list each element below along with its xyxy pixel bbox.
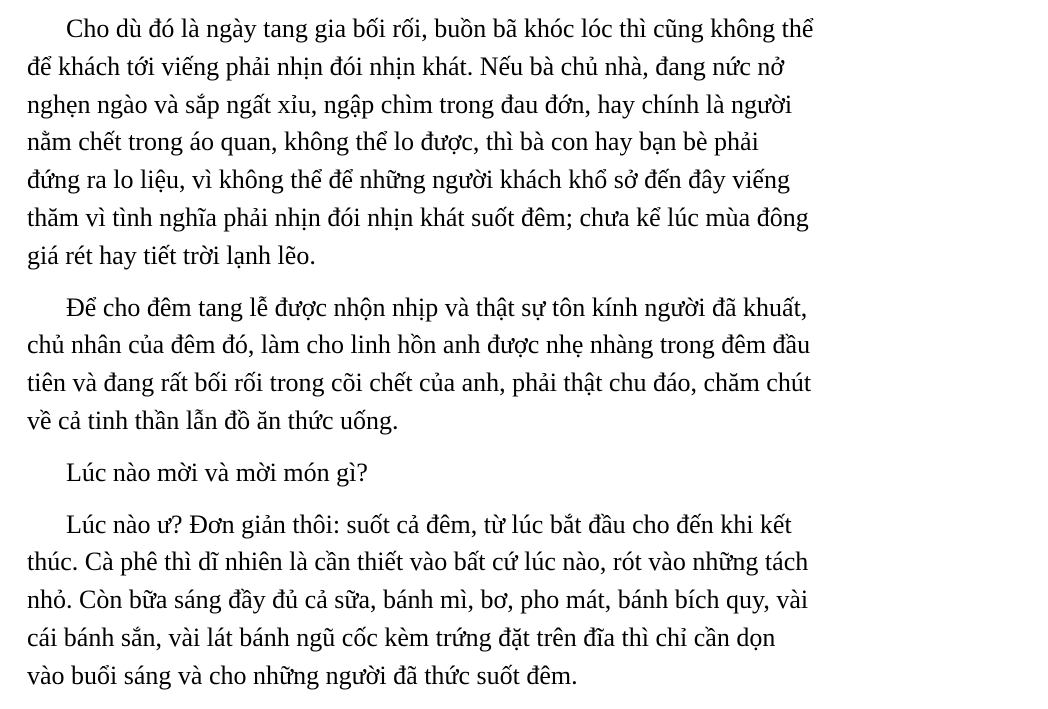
paragraph (27, 454, 1027, 492)
text-line: tiên và đang rất bối rối trong cõi chết của anh, phải thật chu đáo, chăm chút (27, 368, 812, 398)
text-line: để khách tới viếng phải nhịn đói nhịn khát. Nếu bà chủ nhà, đang nức nở (27, 51, 785, 81)
text-line: chủ nhân của đêm đó, làm cho linh hồn anh được nhẹ nhàng trong đêm đầu (27, 330, 811, 360)
text-line: giá rét hay tiết trời lạnh lẽo. (27, 240, 316, 270)
text-line: nằm chết trong áo quan, không thể lo được, thì bà con hay bạn bè phải (27, 127, 759, 157)
paragraph (27, 289, 1027, 440)
text-line: Để cho đêm tang lễ được nhộn nhịp và thật sự tôn kính người đã khuất, (66, 292, 808, 322)
text-line: thăm vì tình nghĩa phải nhịn đói nhịn khát suốt đêm; chưa kể lúc mùa đông (27, 202, 809, 232)
text-line: đứng ra lo liệu, vì không thể để những người khách khổ sở đến đây viếng (27, 165, 790, 195)
text-line: Lúc nào mời và mời món gì? (66, 457, 368, 487)
text-line: thúc. Cà phê thì dĩ nhiên là cần thiết vào bất cứ lúc nào, rót vào những tách (27, 547, 809, 577)
paragraph (27, 506, 1027, 695)
text-line: Cho dù đó là ngày tang gia bối rối, buồn bã khóc lóc thì cũng không thể (66, 14, 814, 43)
paragraph (27, 10, 1027, 275)
text-line: cái bánh sắn, vài lát bánh ngũ cốc kèm trứng đặt trên đĩa thì chỉ cần dọn (27, 622, 776, 652)
text-line: nghẹn ngào và sắp ngất xỉu, ngập chìm trong đau đớn, hay chính là người (27, 89, 793, 119)
text-line: nhỏ. Còn bữa sáng đầy đủ cả sữa, bánh mì, bơ, pho mát, bánh bích quy, vài (27, 585, 809, 615)
text-line: vào buổi sáng và cho những người đã thức suốt đêm. (27, 660, 578, 690)
text-line: Lúc nào ư? Đơn giản thôi: suốt cả đêm, từ lúc bắt đầu cho đến khi kết (66, 509, 792, 539)
text-line: về cả tinh thần lẫn đồ ăn thức uống. (27, 405, 399, 435)
document-page (27, 10, 1027, 709)
